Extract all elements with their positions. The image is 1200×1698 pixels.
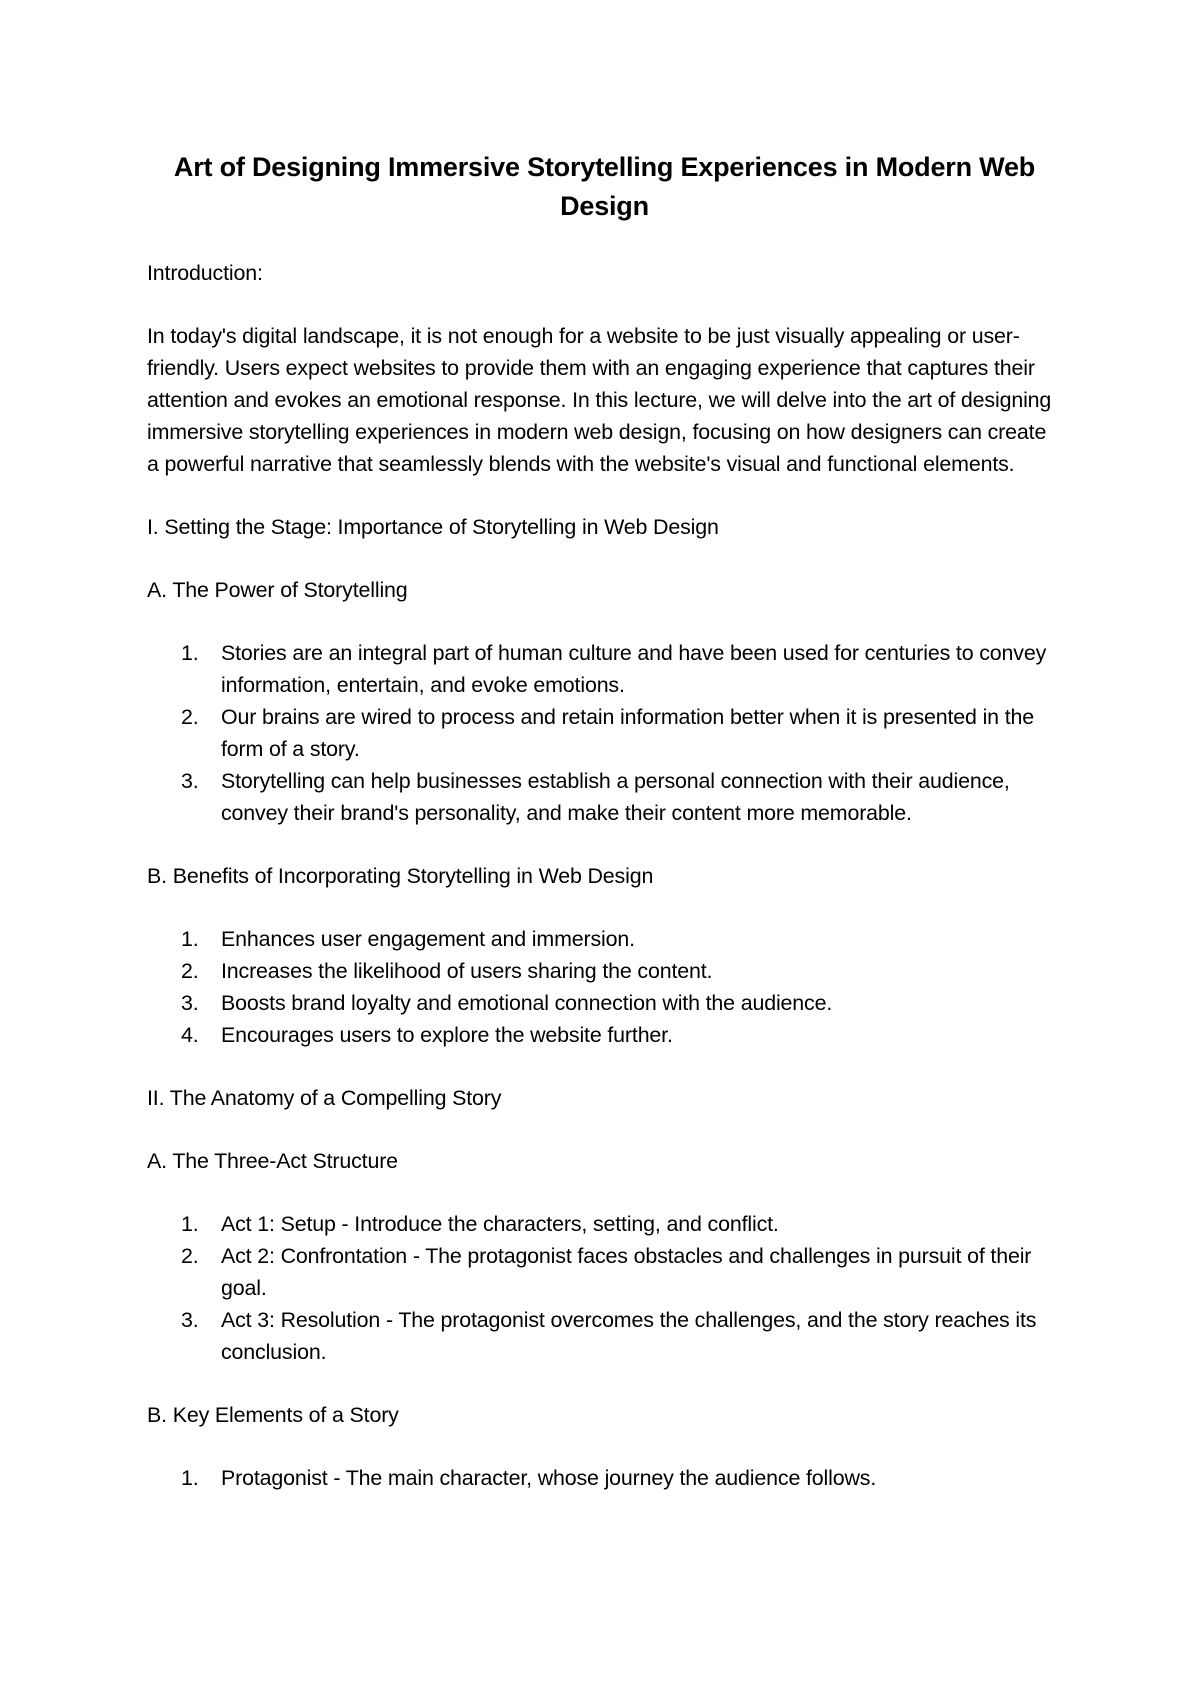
- list-item: [147, 1208, 1062, 1240]
- list-item: [147, 1304, 1062, 1368]
- list-item: [147, 923, 1062, 955]
- list-item-number: 2.: [181, 705, 199, 729]
- list-item: [147, 1240, 1062, 1304]
- list-item-text: Act 2: Confrontation - The protagonist faces obstacles and challenges in pursuit of their goal.: [221, 1244, 1032, 1300]
- list-item-text: Storytelling can help businesses establish a personal connection with their audience, convey their brand's personality, and make their content more memorable.: [221, 769, 1010, 825]
- list-item-text: Increases the likelihood of users sharing the content.: [221, 959, 713, 983]
- introduction-label: Introduction:: [147, 261, 263, 285]
- list-item: [147, 987, 1062, 1019]
- list-item: [147, 1462, 1062, 1494]
- list-item: [147, 955, 1062, 987]
- list-item-text: Act 3: Resolution - The protagonist overcomes the challenges, and the story reaches its conclusion.: [221, 1308, 1037, 1364]
- list-item: [147, 701, 1062, 765]
- list-item-text: Boosts brand loyalty and emotional connection with the audience.: [221, 991, 833, 1015]
- section-2a-heading: A. The Three-Act Structure: [147, 1149, 398, 1173]
- list-item-number: 1.: [181, 1466, 199, 1490]
- section-2b-heading: B. Key Elements of a Story: [147, 1403, 399, 1427]
- document-page: [147, 148, 1062, 1494]
- document-title: Art of Designing Immersive Storytelling Experiences in Modern Web Design: [173, 152, 1036, 221]
- list-item-number: 1.: [181, 927, 199, 951]
- list-item-number: 4.: [181, 1023, 199, 1047]
- list-item-number: 3.: [181, 769, 199, 793]
- list-item-number: 1.: [181, 1212, 199, 1236]
- section-1a-heading: A. The Power of Storytelling: [147, 578, 408, 602]
- section-1b-heading: B. Benefits of Incorporating Storytelling in Web Design: [147, 864, 654, 888]
- list-item: [147, 1019, 1062, 1051]
- list-item-text: Stories are an integral part of human culture and have been used for centuries to convey information, entertain, and evoke emotions.: [221, 641, 1047, 697]
- list-item: [147, 765, 1062, 829]
- section-2-heading: II. The Anatomy of a Compelling Story: [147, 1086, 502, 1110]
- list-item-text: Protagonist - The main character, whose journey the audience follows.: [221, 1466, 877, 1490]
- list-item-text: Act 1: Setup - Introduce the characters, setting, and conflict.: [221, 1212, 779, 1236]
- list-item-number: 3.: [181, 991, 199, 1015]
- list-item: [147, 637, 1062, 701]
- section-1a-list: [147, 637, 1062, 829]
- introduction-paragraph: In today's digital landscape, it is not enough for a website to be just visually appealing or user-friendly. Users expect websites to provide them with an engaging experience that captures their attention and evokes an emotional response. In this lecture, we will delve into the art of designing immersive storytelling experiences in modern web design, focusing on how designers can create a powerful narrative that seamlessly blends with the website's visual and functional elements.: [147, 324, 1052, 476]
- section-1b-list: [147, 923, 1062, 1051]
- section-1-heading: I. Setting the Stage: Importance of Storytelling in Web Design: [147, 515, 719, 539]
- list-item-number: 3.: [181, 1308, 199, 1332]
- list-item-text: Enhances user engagement and immersion.: [221, 927, 635, 951]
- list-item-text: Our brains are wired to process and retain information better when it is presented in the form of a story.: [221, 705, 1034, 761]
- section-2b-list: [147, 1462, 1062, 1494]
- section-2a-list: [147, 1208, 1062, 1368]
- list-item-number: 2.: [181, 1244, 199, 1268]
- list-item-number: 1.: [181, 641, 199, 665]
- list-item-text: Encourages users to explore the website further.: [221, 1023, 673, 1047]
- list-item-number: 2.: [181, 959, 199, 983]
